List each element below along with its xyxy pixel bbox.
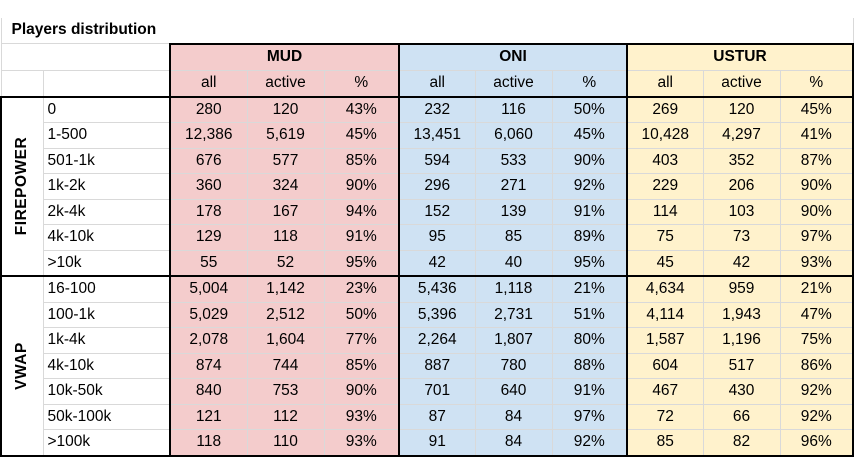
value-cell-ustur-all: 269 — [627, 97, 703, 123]
subheader-oni-percent: % — [552, 70, 627, 97]
value-cell-mud-active: 52 — [247, 250, 324, 276]
value-cell-ustur-active: 4,297 — [703, 123, 780, 149]
value-cell-mud-all: 55 — [170, 250, 247, 276]
value-cell-oni-percent: 92% — [552, 174, 627, 200]
value-cell-oni-all: 887 — [399, 353, 475, 379]
value-cell-mud-percent: 94% — [324, 199, 399, 225]
value-cell-mud-percent: 95% — [324, 250, 399, 276]
value-cell-mud-percent: 23% — [324, 276, 399, 302]
row-label: >100k — [43, 430, 170, 456]
value-cell-ustur-percent: 92% — [780, 379, 853, 405]
value-cell-oni-active: 139 — [475, 199, 552, 225]
group-header-ustur: USTUR — [627, 44, 853, 71]
value-cell-ustur-all: 403 — [627, 148, 703, 174]
table-row — [1, 250, 853, 276]
value-cell-oni-percent: 89% — [552, 225, 627, 251]
value-cell-oni-active: 1,807 — [475, 328, 552, 354]
table-row — [1, 404, 853, 430]
value-cell-oni-active: 40 — [475, 250, 552, 276]
value-cell-mud-active: 110 — [247, 430, 324, 456]
value-cell-ustur-all: 1,587 — [627, 328, 703, 354]
value-cell-ustur-all: 10,428 — [627, 123, 703, 149]
value-cell-oni-percent: 92% — [552, 430, 627, 456]
value-cell-mud-all: 840 — [170, 379, 247, 405]
value-cell-oni-percent: 45% — [552, 123, 627, 149]
table-row — [1, 430, 853, 456]
value-cell-mud-percent: 90% — [324, 174, 399, 200]
value-cell-mud-percent: 77% — [324, 328, 399, 354]
row-label: 1k-4k — [43, 328, 170, 354]
players-distribution-table — [0, 18, 854, 457]
table-row — [1, 199, 853, 225]
value-cell-oni-all: 42 — [399, 250, 475, 276]
value-cell-ustur-active: 73 — [703, 225, 780, 251]
value-cell-oni-all: 296 — [399, 174, 475, 200]
value-cell-mud-active: 112 — [247, 404, 324, 430]
value-cell-mud-all: 12,386 — [170, 123, 247, 149]
value-cell-ustur-active: 1,943 — [703, 302, 780, 328]
value-cell-mud-active: 744 — [247, 353, 324, 379]
value-cell-oni-all: 91 — [399, 430, 475, 456]
value-cell-oni-all: 701 — [399, 379, 475, 405]
value-cell-oni-percent: 91% — [552, 379, 627, 405]
row-label: 10k-50k — [43, 379, 170, 405]
subheader-ustur-active: active — [703, 70, 780, 97]
row-label: 0 — [43, 97, 170, 123]
value-cell-oni-percent: 95% — [552, 250, 627, 276]
row-label: 1k-2k — [43, 174, 170, 200]
value-cell-mud-percent: 93% — [324, 404, 399, 430]
value-cell-oni-active: 533 — [475, 148, 552, 174]
value-cell-oni-percent: 88% — [552, 353, 627, 379]
subheader-row — [1, 70, 853, 97]
value-cell-oni-active: 640 — [475, 379, 552, 405]
value-cell-mud-percent: 90% — [324, 379, 399, 405]
value-cell-ustur-percent: 90% — [780, 199, 853, 225]
value-cell-ustur-percent: 47% — [780, 302, 853, 328]
value-cell-ustur-percent: 41% — [780, 123, 853, 149]
value-cell-mud-active: 118 — [247, 225, 324, 251]
value-cell-mud-active: 2,512 — [247, 302, 324, 328]
value-cell-ustur-active: 120 — [703, 97, 780, 123]
value-cell-oni-percent: 21% — [552, 276, 627, 302]
value-cell-mud-all: 874 — [170, 353, 247, 379]
subheader-oni-all: all — [399, 70, 475, 97]
value-cell-mud-percent: 43% — [324, 97, 399, 123]
value-cell-ustur-all: 75 — [627, 225, 703, 251]
value-cell-ustur-percent: 93% — [780, 250, 853, 276]
value-cell-ustur-active: 82 — [703, 430, 780, 456]
value-cell-mud-all: 2,078 — [170, 328, 247, 354]
value-cell-oni-percent: 97% — [552, 404, 627, 430]
subheader-ustur-all: all — [627, 70, 703, 97]
value-cell-oni-active: 116 — [475, 97, 552, 123]
value-cell-mud-active: 753 — [247, 379, 324, 405]
value-cell-oni-percent: 50% — [552, 97, 627, 123]
value-cell-ustur-all: 114 — [627, 199, 703, 225]
value-cell-oni-active: 271 — [475, 174, 552, 200]
value-cell-mud-percent: 85% — [324, 353, 399, 379]
value-cell-ustur-percent: 21% — [780, 276, 853, 302]
value-cell-oni-active: 6,060 — [475, 123, 552, 149]
value-cell-mud-all: 360 — [170, 174, 247, 200]
value-cell-oni-all: 594 — [399, 148, 475, 174]
value-cell-oni-all: 87 — [399, 404, 475, 430]
table-row — [1, 302, 853, 328]
value-cell-ustur-percent: 96% — [780, 430, 853, 456]
subheader-ustur-percent: % — [780, 70, 853, 97]
value-cell-ustur-active: 1,196 — [703, 328, 780, 354]
value-cell-ustur-all: 229 — [627, 174, 703, 200]
row-label: 4k-10k — [43, 353, 170, 379]
value-cell-oni-percent: 90% — [552, 148, 627, 174]
value-cell-mud-active: 324 — [247, 174, 324, 200]
row-label: 50k-100k — [43, 404, 170, 430]
value-cell-ustur-all: 4,114 — [627, 302, 703, 328]
value-cell-ustur-active: 430 — [703, 379, 780, 405]
value-cell-mud-percent: 93% — [324, 430, 399, 456]
value-cell-mud-active: 1,142 — [247, 276, 324, 302]
row-label: 16-100 — [43, 276, 170, 302]
section-label-firepower — [1, 97, 43, 277]
value-cell-oni-percent: 80% — [552, 328, 627, 354]
subheader-oni-active: active — [475, 70, 552, 97]
row-label: >10k — [43, 250, 170, 276]
value-cell-oni-percent: 51% — [552, 302, 627, 328]
empty-subheader-row-label-cell — [43, 70, 170, 97]
empty-corner-cell — [1, 44, 170, 71]
table-row — [1, 148, 853, 174]
value-cell-mud-all: 5,004 — [170, 276, 247, 302]
value-cell-oni-all: 232 — [399, 97, 475, 123]
value-cell-mud-all: 280 — [170, 97, 247, 123]
group-header-row — [1, 44, 853, 71]
empty-subheader-label-cell — [1, 70, 43, 97]
value-cell-mud-percent: 50% — [324, 302, 399, 328]
value-cell-ustur-percent: 86% — [780, 353, 853, 379]
table-row — [1, 174, 853, 200]
value-cell-ustur-percent: 87% — [780, 148, 853, 174]
table-row — [1, 379, 853, 405]
value-cell-mud-active: 167 — [247, 199, 324, 225]
value-cell-ustur-active: 206 — [703, 174, 780, 200]
value-cell-ustur-all: 467 — [627, 379, 703, 405]
value-cell-ustur-percent: 97% — [780, 225, 853, 251]
value-cell-oni-all: 95 — [399, 225, 475, 251]
value-cell-oni-active: 1,118 — [475, 276, 552, 302]
value-cell-mud-all: 178 — [170, 199, 247, 225]
value-cell-oni-active: 780 — [475, 353, 552, 379]
sheet-title: Players distribution — [1, 18, 853, 44]
row-label: 100-1k — [43, 302, 170, 328]
value-cell-mud-percent: 91% — [324, 225, 399, 251]
value-cell-mud-all: 118 — [170, 430, 247, 456]
value-cell-mud-all: 676 — [170, 148, 247, 174]
value-cell-oni-all: 152 — [399, 199, 475, 225]
section-label-text: VWAP — [13, 341, 31, 390]
subheader-mud-all: all — [170, 70, 247, 97]
value-cell-mud-all: 5,029 — [170, 302, 247, 328]
table-row — [1, 276, 853, 302]
group-header-oni: ONI — [399, 44, 627, 71]
row-label: 2k-4k — [43, 199, 170, 225]
value-cell-ustur-percent: 75% — [780, 328, 853, 354]
value-cell-ustur-all: 604 — [627, 353, 703, 379]
value-cell-ustur-all: 72 — [627, 404, 703, 430]
value-cell-oni-active: 85 — [475, 225, 552, 251]
value-cell-oni-active: 84 — [475, 430, 552, 456]
table-row — [1, 97, 853, 123]
value-cell-ustur-active: 959 — [703, 276, 780, 302]
value-cell-oni-active: 84 — [475, 404, 552, 430]
row-label: 1-500 — [43, 123, 170, 149]
value-cell-ustur-active: 103 — [703, 199, 780, 225]
value-cell-ustur-percent: 90% — [780, 174, 853, 200]
value-cell-oni-all: 2,264 — [399, 328, 475, 354]
value-cell-ustur-percent: 45% — [780, 97, 853, 123]
value-cell-mud-percent: 85% — [324, 148, 399, 174]
value-cell-ustur-active: 517 — [703, 353, 780, 379]
table-row — [1, 123, 853, 149]
value-cell-ustur-active: 42 — [703, 250, 780, 276]
value-cell-ustur-all: 85 — [627, 430, 703, 456]
value-cell-mud-active: 120 — [247, 97, 324, 123]
subheader-mud-active: active — [247, 70, 324, 97]
value-cell-ustur-percent: 92% — [780, 404, 853, 430]
subheader-mud-percent: % — [324, 70, 399, 97]
value-cell-oni-all: 5,436 — [399, 276, 475, 302]
value-cell-mud-all: 121 — [170, 404, 247, 430]
value-cell-mud-all: 129 — [170, 225, 247, 251]
value-cell-ustur-all: 4,634 — [627, 276, 703, 302]
value-cell-mud-percent: 45% — [324, 123, 399, 149]
group-header-mud: MUD — [170, 44, 399, 71]
row-label: 4k-10k — [43, 225, 170, 251]
value-cell-oni-active: 2,731 — [475, 302, 552, 328]
table-row — [1, 328, 853, 354]
title-row — [1, 18, 853, 44]
value-cell-mud-active: 577 — [247, 148, 324, 174]
value-cell-ustur-active: 66 — [703, 404, 780, 430]
table-row — [1, 225, 853, 251]
value-cell-oni-all: 13,451 — [399, 123, 475, 149]
row-label: 501-1k — [43, 148, 170, 174]
value-cell-oni-percent: 91% — [552, 199, 627, 225]
value-cell-oni-all: 5,396 — [399, 302, 475, 328]
section-label-text: FIREPOWER — [13, 137, 31, 236]
value-cell-mud-active: 1,604 — [247, 328, 324, 354]
value-cell-ustur-active: 352 — [703, 148, 780, 174]
table-row — [1, 353, 853, 379]
value-cell-mud-active: 5,619 — [247, 123, 324, 149]
section-label-vwap — [1, 276, 43, 456]
value-cell-ustur-all: 45 — [627, 250, 703, 276]
